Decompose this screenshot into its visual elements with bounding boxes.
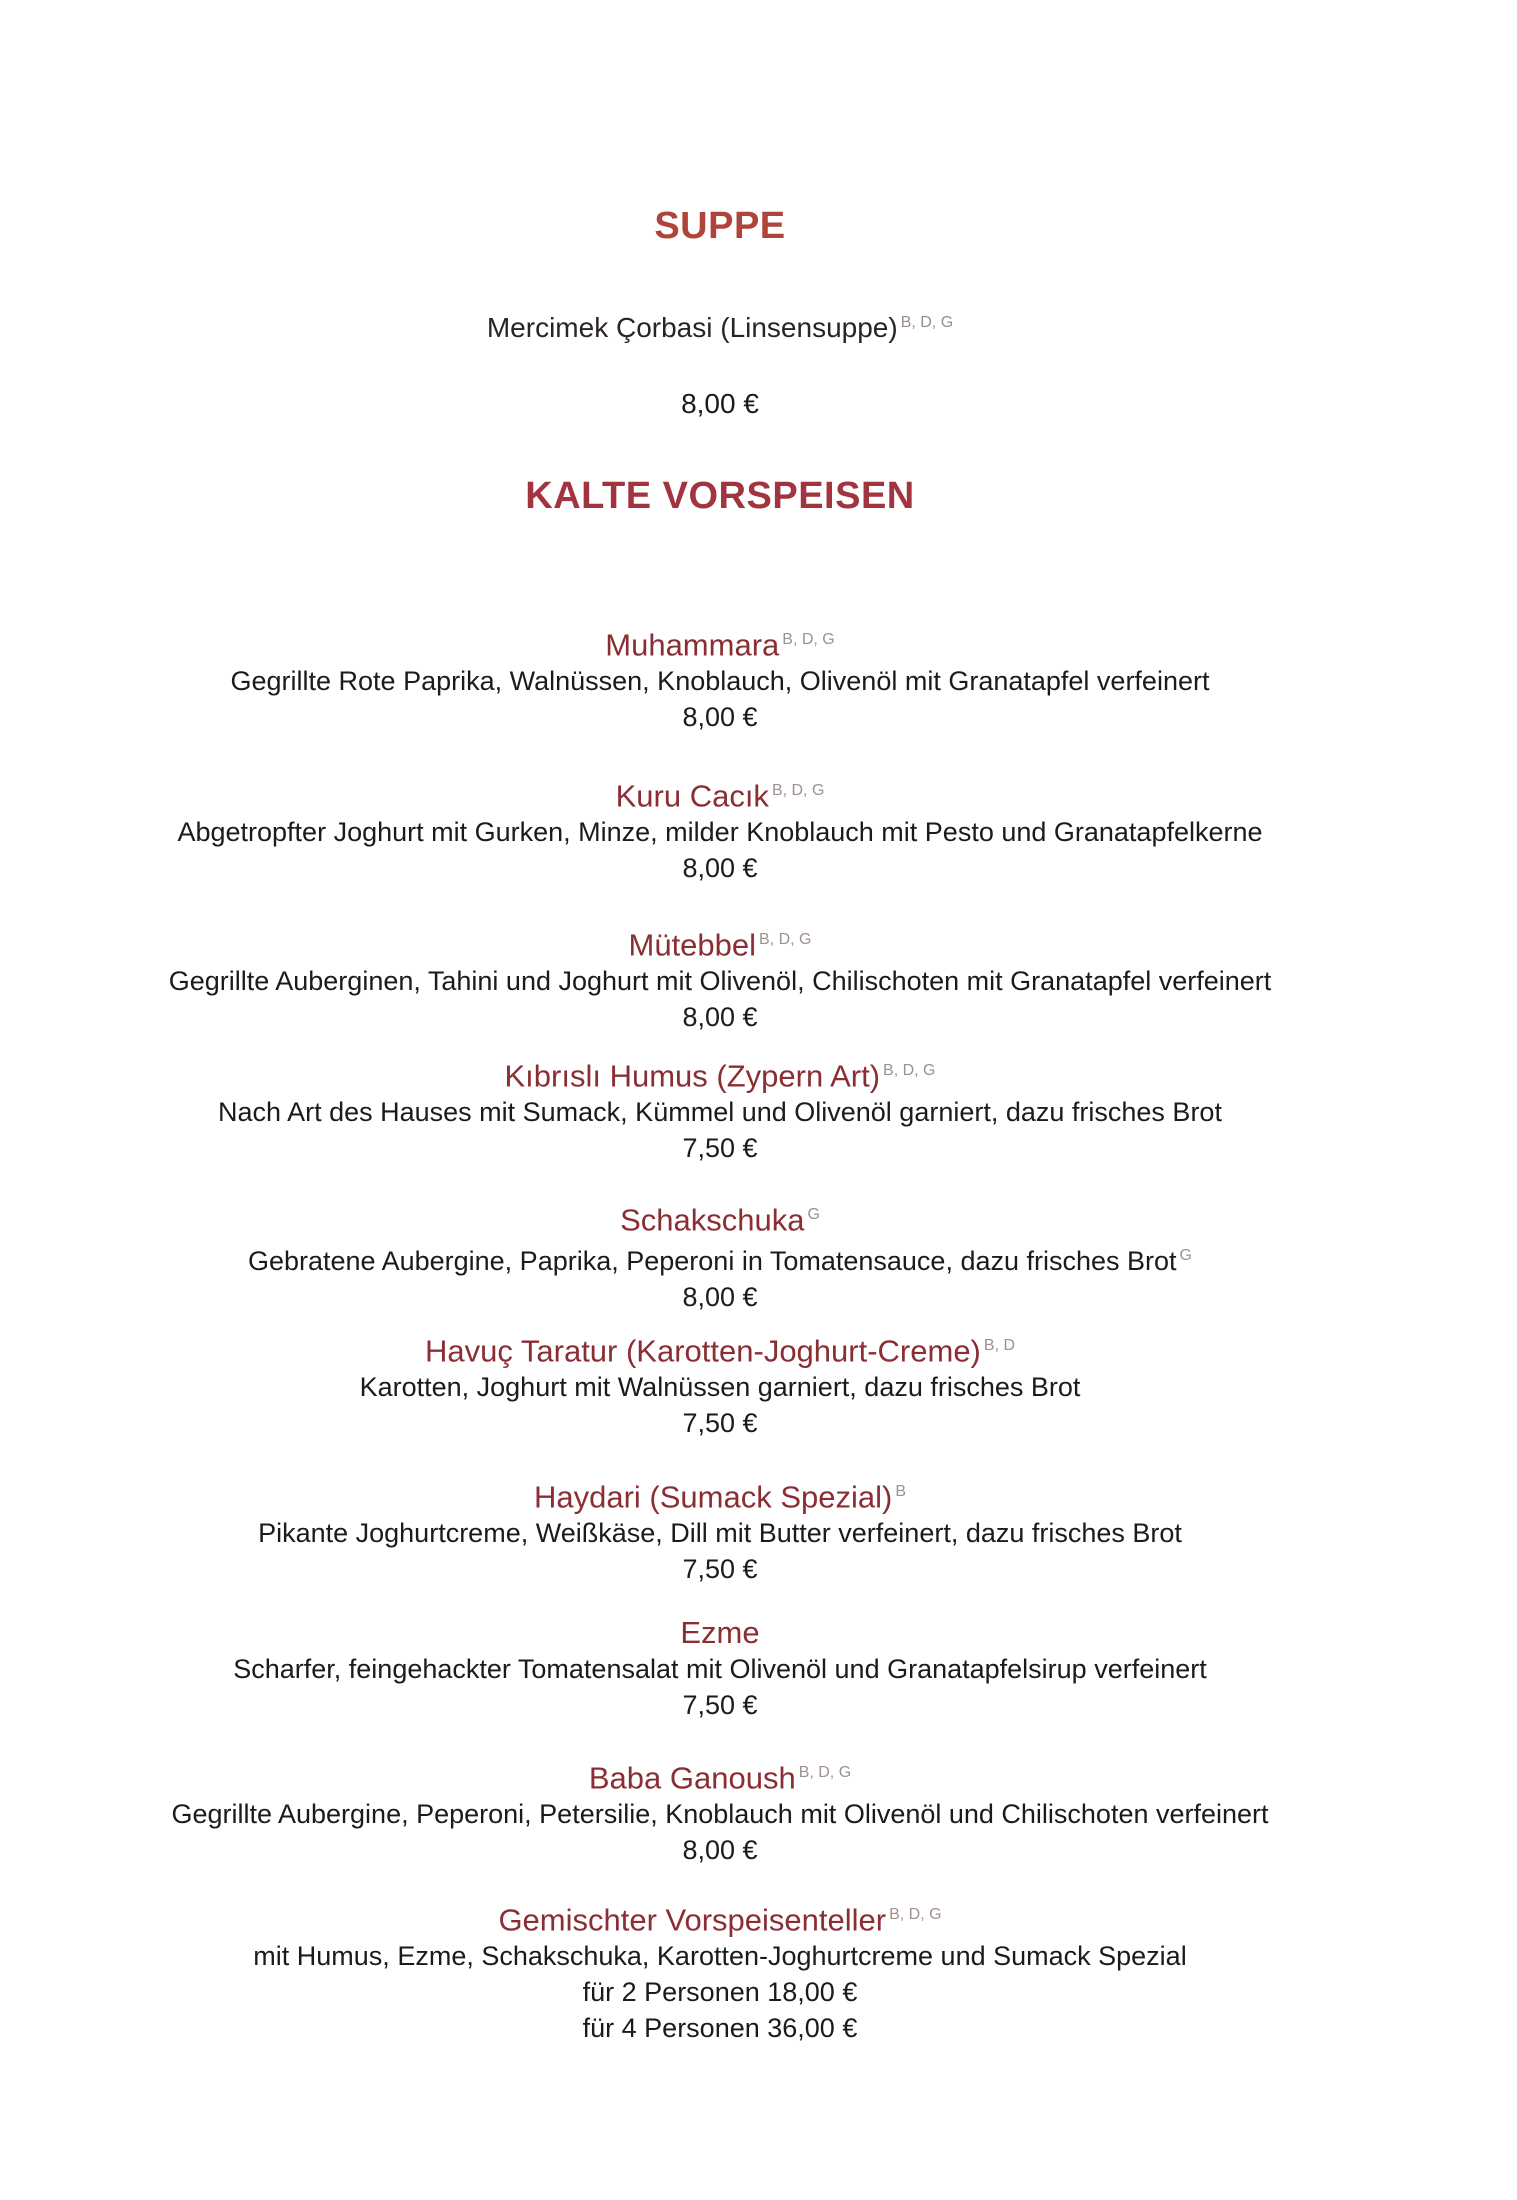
item-description: Abgetropfter Joghurt mit Gurken, Minze, milder Knoblauch mit Pesto und Granatapfelkerne [177,817,1263,848]
item-name-text: Gemischter Vorspeisenteller [498,1902,887,1938]
item-name [0,773,1440,814]
menu-item-kuru-cacik [0,773,1440,886]
menu-item-haydari [0,1474,1440,1587]
menu-item-mutebbel [0,922,1440,1035]
item-name-text: Mütebbel [628,927,757,963]
item-name [0,1053,1440,1094]
item-description-text: Gebratene Aubergine, Paprika, Peperoni in Tomatensauce, dazu frisches Brot [247,1246,1177,1277]
item-description: Pikante Joghurtcreme, Weißkäse, Dill mit Butter verfeinert, dazu frisches Brot [258,1518,1182,1549]
item-price-4-persons: für 4 Personen 36,00 € [582,2013,858,2044]
menu-item-ezme [0,1615,1440,1723]
item-description: Scharfer, feingehackter Tomatensalat mit Olivenöl und Granatapfelsirup verfeinert [233,1654,1207,1684]
item-description [0,1238,1440,1279]
item-name-text: Baba Ganoush [588,1760,796,1796]
item-description: Karotten, Joghurt mit Walnüssen garniert, dazu frisches Brot [359,1372,1081,1403]
item-description: Gegrillte Rote Paprika, Walnüssen, Knoblauch, Olivenöl mit Granatapfel verfeinert [230,666,1210,697]
allergen-codes: B [895,1483,907,1500]
item-price: 8,00 € [682,1282,758,1313]
soup-item-price: 8,00 € [681,388,759,419]
item-price-2-persons: für 2 Personen 18,00 € [582,1977,858,2008]
item-price: 7,50 € [682,1690,758,1720]
section-title-cold-starters: KALTE VORSPEISEN [525,475,915,517]
item-price: 8,00 € [682,853,758,884]
item-name-text: Haydari (Sumack Spezial) [533,1479,893,1515]
menu-item-muhammara [0,622,1440,735]
allergen-codes: G [1179,1247,1192,1265]
item-description: Gegrillte Aubergine, Peperoni, Petersilie, Knoblauch mit Olivenöl und Chilischoten verfeinert [171,1799,1269,1830]
allergen-codes: B, D, G [759,931,812,948]
menu-item-mixed-platter [0,1897,1440,2046]
menu-item-baba-ganoush [0,1755,1440,1868]
allergen-codes: B, D [983,1337,1016,1354]
allergen-codes: B, D, G [798,1764,852,1781]
item-name-text: Kuru Cacık [615,778,769,814]
allergen-codes: B, D, G [782,631,835,648]
menu-item-schakschuka [0,1197,1440,1315]
item-price: 7,50 € [682,1408,758,1439]
section-title-soup: SUPPE [654,205,786,247]
allergen-codes: B, D, G [900,313,954,331]
item-description: Nach Art des Hauses mit Sumack, Kümmel und Olivenöl garniert, dazu frisches Brot [218,1097,1222,1128]
item-name-text: Kıbrıslı Humus (Zypern Art) [504,1058,881,1094]
item-price: 8,00 € [682,702,758,733]
item-name [0,922,1440,963]
item-name: Ezme [680,1615,760,1650]
menu-item-havuc-taratur [0,1328,1440,1441]
item-name [0,1197,1440,1238]
item-description: mit Humus, Ezme, Schakschuka, Karotten-Joghurtcreme und Sumack Spezial [253,1941,1187,1972]
item-price: 7,50 € [682,1554,758,1585]
allergen-codes: G [807,1206,820,1223]
item-name-text: Schakschuka [620,1202,805,1238]
item-name [0,1897,1440,1938]
soup-name-text: Mercimek Çorbasi (Linsensuppe) [486,312,898,343]
item-name-text: Havuç Taratur (Karotten-Joghurt-Creme) [424,1333,981,1369]
soup-item-name [0,312,1440,344]
item-name-text: Muhammara [605,627,780,663]
item-price: 8,00 € [682,1002,758,1033]
item-name [0,1755,1440,1796]
item-name [0,1328,1440,1369]
item-name [0,1474,1440,1515]
allergen-codes: B, D, G [889,1906,942,1923]
allergen-codes: B, D, G [771,782,825,799]
allergen-codes: B, D, G [883,1062,936,1079]
menu-item-kibrisli-humus [0,1053,1440,1166]
item-name [0,622,1440,663]
item-description: Gegrillte Auberginen, Tahini und Joghurt mit Olivenöl, Chilischoten mit Granatapfel verfeinert [168,966,1272,997]
item-price: 8,00 € [682,1835,758,1866]
item-price: 7,50 € [682,1133,758,1164]
